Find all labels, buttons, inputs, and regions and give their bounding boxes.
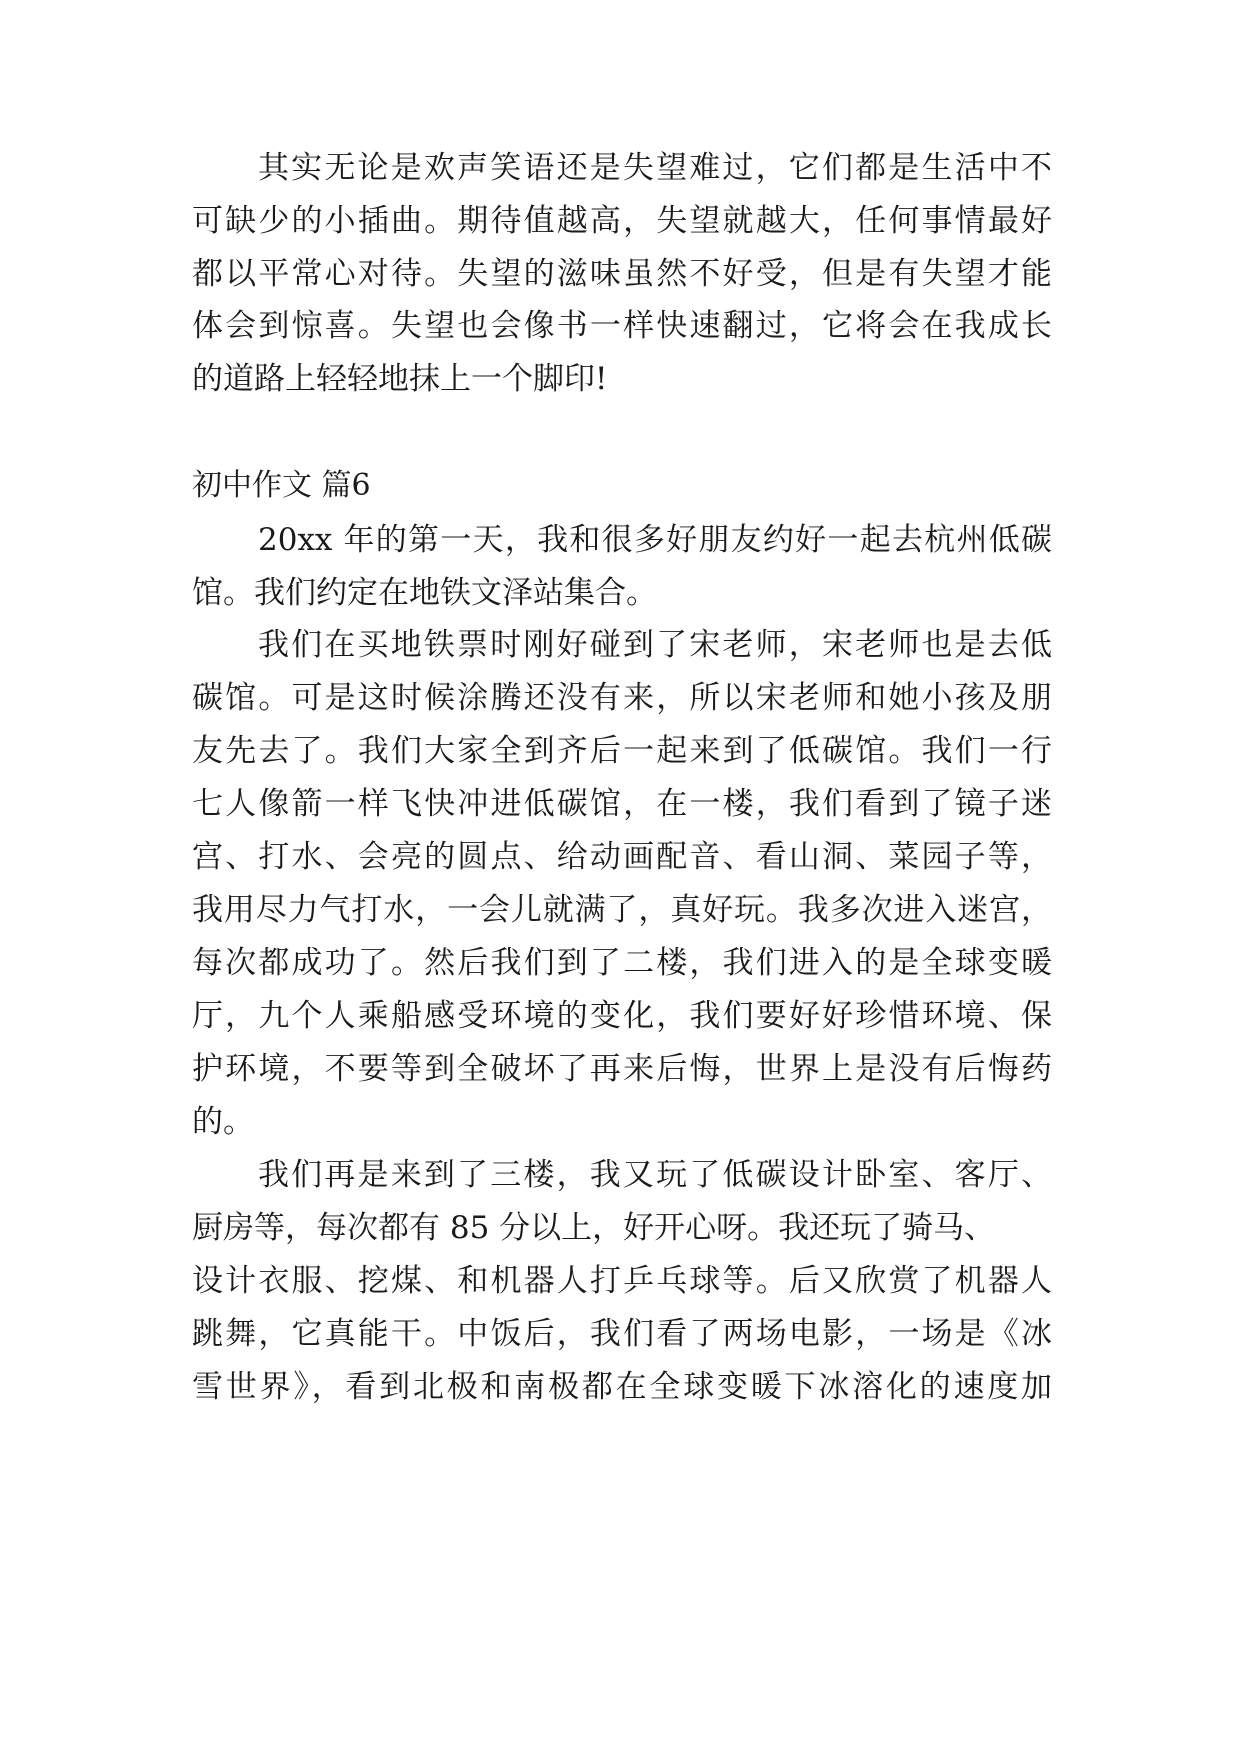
text-line: 宫、打水、会亮的圆点、给动画配音、看山洞、菜园子等，: [192, 839, 1052, 875]
text-line: 体会到惊喜。失望也会像书一样快速翻过，它将会在我成长: [192, 308, 1052, 344]
text-line: 我用尽力气打水，一会儿就满了，真好玩。我多次进入迷宫，: [192, 892, 1052, 928]
text-line: 其实无论是欢声笑语还是失望难过，它们都是生活中不: [258, 150, 1052, 186]
text-line: 馆。我们约定在地铁文泽站集合。: [192, 575, 657, 611]
text-line: 20xx 年的第一天，我和很多好朋友约好一起去杭州低碳: [258, 522, 1052, 558]
text-line: 友先去了。我们大家全到齐后一起来到了低碳馆。我们一行: [192, 733, 1052, 769]
section-heading: 初中作文 篇6: [192, 468, 371, 503]
text-line: 都以平常心对待。失望的滋味虽然不好受，但是有失望才能: [192, 256, 1052, 292]
text-line: 我们在买地铁票时刚好碰到了宋老师，宋老师也是去低: [258, 627, 1052, 663]
text-line: 我们再是来到了三楼，我又玩了低碳设计卧室、客厅、: [258, 1157, 1052, 1193]
text-line: 每次都成功了。然后我们到了二楼，我们进入的是全球变暖: [192, 945, 1052, 981]
text-line: 雪世界》，看到北极和南极都在全球变暖下冰溶化的速度加: [192, 1369, 1052, 1405]
text-line: 跳舞，它真能干。中饭后，我们看了两场电影，一场是《冰: [192, 1316, 1052, 1352]
text-line: 设计衣服、挖煤、和机器人打乒乓球等。后又欣赏了机器人: [192, 1263, 1052, 1299]
text-line: 的道路上轻轻地抹上一个脚印!: [192, 361, 608, 397]
text-line: 护环境，不要等到全破坏了再来后悔，世界上是没有后悔药: [192, 1051, 1052, 1087]
text-line: 的。: [192, 1104, 254, 1140]
text-line: 七人像箭一样飞快冲进低碳馆，在一楼，我们看到了镜子迷: [192, 786, 1052, 822]
text-line: 厨房等，每次都有 85 分以上，好开心呀。我还玩了骑马、: [192, 1210, 996, 1246]
text-line: 碳馆。可是这时候涂腾还没有来，所以宋老师和她小孩及朋: [192, 680, 1052, 716]
text-line: 厅，九个人乘船感受环境的变化，我们要好好珍惜环境、保: [192, 998, 1052, 1034]
text-line: 可缺少的小插曲。期待值越高，失望就越大，任何事情最好: [192, 203, 1052, 239]
